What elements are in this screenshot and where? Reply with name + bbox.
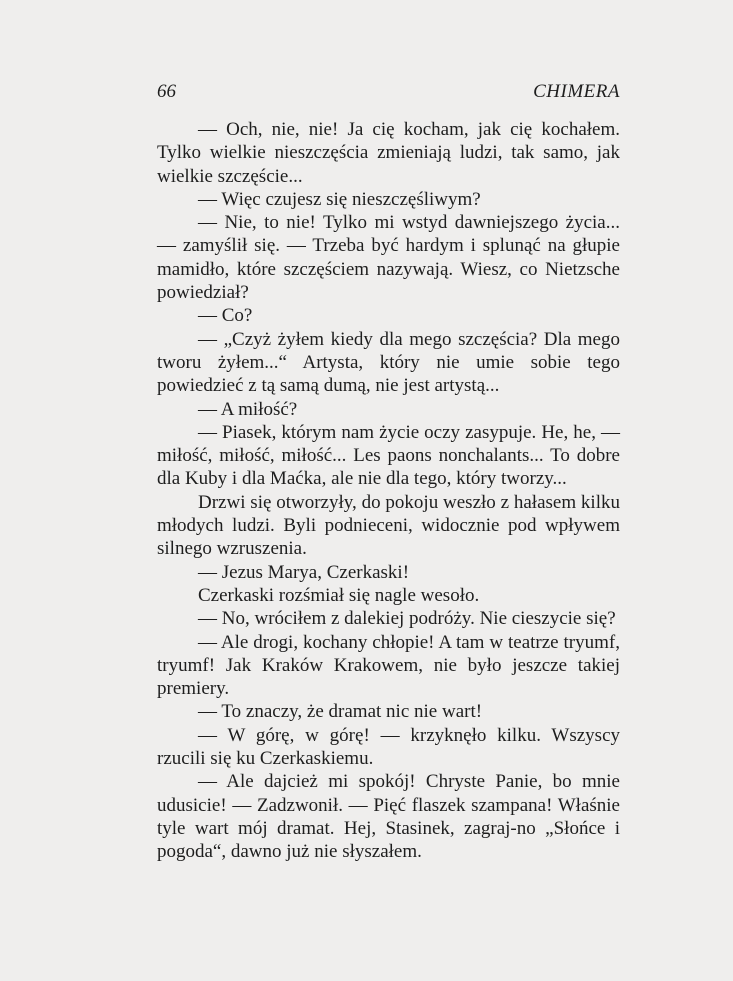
paragraph: — To znaczy, że dramat nic nie wart!	[198, 701, 483, 723]
paragraph: — Więc czujesz się nieszczęśliwym?	[198, 188, 481, 210]
paragraph: — W górę, w górę! — krzyknęło kilku. Wszyscy rzucili się ku Czerkaskiemu.	[157, 724, 620, 770]
paragraph: — A miłość?	[198, 398, 298, 420]
paragraph: — Och, nie, nie! Ja cię kocham, jak cię kochałem. Tylko wielkie nieszczęścia zmieniają ludzi, tak samo, jak wielkie szczęście...	[157, 119, 620, 187]
paragraph: — Ale dajcież mi spokój! Chryste Panie, bo mnie udusicie! — Zadzwonił. — Pięć flaszek szampana! Właśnie tyle wart mój dramat. Hej, Stasinek, zagraj-no „Słońce i pogoda“, dawno już nie słyszałem.	[157, 771, 620, 863]
paragraph: — Ale drogi, kochany chłopie! A tam w teatrze tryumf, tryumf! Jak Kraków Krakowem, nie było jeszcze takiej premiery.	[157, 631, 620, 700]
paragraph: — Piasek, którym nam życie oczy zasypuje. He, he, — miłość, miłość, miłość... Les paons nonchalants... To dobre dla Kuby i dla Maćka, ale nie dla tego, który tworzy...	[157, 421, 620, 490]
page-number: 66	[157, 81, 176, 102]
paragraph: — Co?	[198, 305, 253, 327]
paragraph: — „Czyż żyłem kiedy dla mego szczęścia? Dla mego tworu żyłem...“ Artysta, który nie umie sobie tego powiedzieć z tą samą dumą, nie jest artystą...	[157, 328, 620, 397]
paragraph: Drzwi się otworzyły, do pokoju weszło z hałasem kilku młodych ludzi. Byli podnieceni, widocznie pod wpływem silnego wzruszenia.	[157, 491, 620, 560]
paragraph: — Jezus Marya, Czerkaski!	[198, 561, 410, 583]
body-text	[157, 118, 620, 864]
paragraph: — Nie, to nie! Tylko mi wstyd dawniejszego życia... — zamyślił się. — Trzeba być hardym i splunąć na głupie mamidło, które szczęściem nazywają. Wiesz, co Nietzsche powiedział?	[157, 212, 620, 304]
paragraph: Czerkaski rozśmiał się nagle wesoło.	[198, 584, 480, 606]
running-title: CHIMERA	[533, 81, 620, 102]
paragraph: — No, wróciłem z dalekiej podróży. Nie cieszycie się?	[198, 608, 616, 630]
